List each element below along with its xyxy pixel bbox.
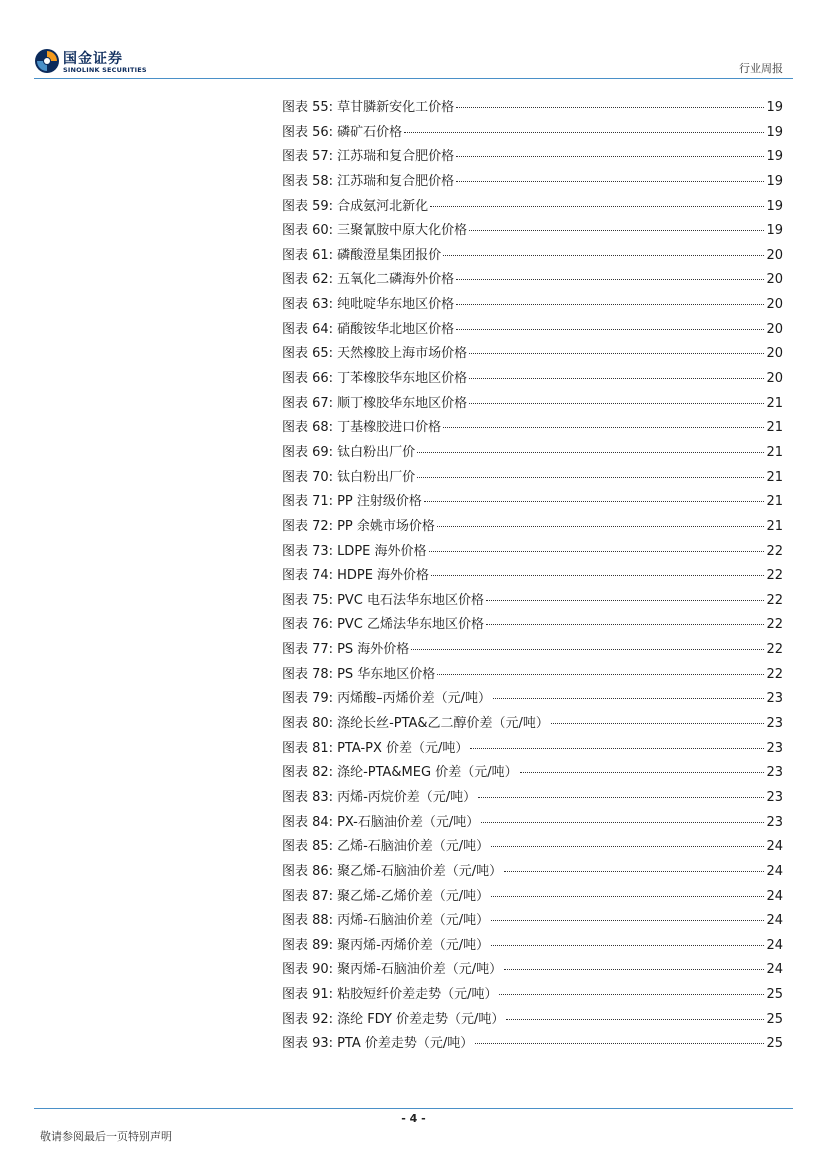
- toc-entry[interactable]: [282, 96, 783, 121]
- toc-entry[interactable]: [282, 244, 783, 269]
- toc-dot-leader: [469, 378, 764, 379]
- toc-entry-label: 图表 71:: [282, 494, 334, 510]
- toc-entry-page: 23: [766, 716, 783, 732]
- page-header: [0, 0, 827, 80]
- footer-divider: [34, 1108, 793, 1109]
- toc-entry[interactable]: [282, 663, 783, 688]
- toc-dot-leader: [456, 156, 764, 157]
- toc-entry[interactable]: [282, 909, 783, 934]
- toc-dot-leader: [411, 649, 764, 650]
- toc-entry-label: 图表 67:: [282, 395, 334, 411]
- toc-entry-title: 聚乙烯-乙烯价差（元/吨）: [337, 888, 490, 904]
- disclaimer-note: 敬请参阅最后一页特别声明: [40, 1130, 172, 1143]
- toc-entry-title: 顺丁橡胶华东地区价格: [337, 395, 468, 411]
- toc-entry-title: HDPE 海外价格: [337, 568, 430, 584]
- toc-entry-page: 19: [766, 223, 783, 239]
- company-logo: [34, 48, 152, 76]
- toc-entry-page: 24: [766, 913, 783, 929]
- toc-dot-leader: [520, 772, 765, 773]
- logo-chinese-name: 国金证券: [63, 51, 123, 67]
- toc-entry-title: PVC 电石法华东地区价格: [337, 592, 485, 608]
- toc-entry-page: 22: [766, 617, 783, 633]
- toc-entry-page: 20: [766, 371, 783, 387]
- toc-dot-leader: [404, 132, 764, 133]
- toc-dot-leader: [491, 896, 764, 897]
- toc-dot-leader: [431, 575, 764, 576]
- toc-entry-label: 图表 58:: [282, 173, 334, 189]
- logo-mark-icon: [34, 48, 60, 74]
- toc-dot-leader: [430, 206, 764, 207]
- header-divider: [34, 78, 793, 79]
- toc-entry[interactable]: [282, 564, 783, 589]
- toc-entry[interactable]: [282, 392, 783, 417]
- toc-entry-page: 20: [766, 297, 783, 313]
- toc-entry-label: 图表 63:: [282, 297, 334, 313]
- toc-entry-title: 丙烯酸–丙烯价差（元/吨）: [337, 691, 491, 707]
- toc-dot-leader: [443, 427, 764, 428]
- toc-entry-label: 图表 55:: [282, 100, 334, 115]
- toc-entry-label: 图表 61:: [282, 247, 334, 263]
- toc-dot-leader: [417, 477, 764, 478]
- toc-entry[interactable]: [282, 145, 783, 170]
- toc-entry-page: 22: [766, 568, 783, 584]
- toc-entry-title: 钛白粉出厂价: [337, 444, 416, 460]
- toc-entry[interactable]: [282, 318, 783, 343]
- toc-entry-page: 23: [766, 740, 783, 756]
- page-number: - 4 -: [401, 1112, 426, 1125]
- toc-entry-page: 24: [766, 962, 783, 978]
- toc-entry-page: 25: [766, 987, 783, 1003]
- toc-entry[interactable]: [282, 983, 783, 1008]
- figure-index-list: [282, 96, 783, 1057]
- toc-entry-title: 涤纶-PTA&MEG 价差（元/吨）: [337, 765, 518, 781]
- toc-entry-title: 江苏瑞和复合肥价格: [337, 149, 455, 165]
- toc-entry-title: PX-石脑油价差（元/吨）: [337, 814, 480, 830]
- toc-entry-page: 20: [766, 321, 783, 337]
- toc-entry[interactable]: [282, 737, 783, 762]
- toc-dot-leader: [456, 279, 764, 280]
- toc-entry-label: 图表 65:: [282, 346, 334, 362]
- toc-entry-title: 纯吡啶华东地区价格: [337, 297, 455, 313]
- toc-entry-title: PS 华东地区价格: [337, 666, 436, 682]
- toc-entry-title: PS 海外价格: [337, 642, 410, 658]
- toc-entry[interactable]: [282, 638, 783, 663]
- toc-entry-label: 图表 59:: [282, 198, 334, 214]
- toc-entry-label: 图表 60:: [282, 223, 334, 239]
- toc-dot-leader: [437, 526, 765, 527]
- toc-dot-leader: [469, 230, 764, 231]
- toc-entry-page: 22: [766, 592, 783, 608]
- toc-entry-label: 图表 93:: [282, 1036, 334, 1052]
- toc-entry-page: 21: [766, 420, 783, 436]
- toc-entry-title: 丁基橡胶进口价格: [337, 420, 442, 436]
- toc-entry-title: 合成氨河北新化: [337, 198, 429, 214]
- toc-entry[interactable]: [282, 712, 783, 737]
- toc-entry-page: 19: [766, 198, 783, 214]
- toc-dot-leader: [437, 674, 764, 675]
- toc-entry-page: 21: [766, 518, 783, 534]
- toc-entry-label: 图表 62:: [282, 272, 334, 288]
- toc-dot-leader: [470, 748, 764, 749]
- toc-entry-title: 草甘膦新安化工价格: [337, 100, 455, 115]
- toc-entry-label: 图表 91:: [282, 987, 334, 1003]
- toc-entry-label: 图表 87:: [282, 888, 334, 904]
- toc-entry[interactable]: [282, 934, 783, 959]
- toc-entry-title: 五氧化二磷海外价格: [337, 272, 455, 288]
- toc-dot-leader: [443, 255, 764, 256]
- toc-entry-page: 24: [766, 937, 783, 953]
- toc-entry-title: PP 余姚市场价格: [337, 518, 435, 534]
- toc-dot-leader: [481, 822, 764, 823]
- toc-entry-page: 22: [766, 666, 783, 682]
- toc-entry-page: 20: [766, 247, 783, 263]
- toc-entry-title: 涤纶 FDY 价差走势（元/吨）: [337, 1011, 505, 1027]
- toc-entry-label: 图表 88:: [282, 913, 334, 929]
- toc-entry-page: 20: [766, 346, 783, 362]
- toc-entry-title: 三聚氰胺中原大化价格: [337, 223, 468, 239]
- toc-entry-page: 19: [766, 124, 783, 140]
- toc-entry[interactable]: [282, 761, 783, 786]
- toc-entry-page: 22: [766, 543, 783, 559]
- toc-entry-label: 图表 74:: [282, 568, 334, 584]
- toc-entry[interactable]: [282, 860, 783, 885]
- toc-entry-page: 24: [766, 863, 783, 879]
- toc-dot-leader: [456, 181, 764, 182]
- toc-dot-leader: [469, 353, 764, 354]
- toc-entry-page: 22: [766, 642, 783, 658]
- toc-entry[interactable]: [282, 811, 783, 836]
- toc-entry-page: 23: [766, 765, 783, 781]
- toc-entry[interactable]: [282, 466, 783, 491]
- toc-entry-label: 图表 85:: [282, 839, 334, 855]
- toc-dot-leader: [456, 304, 764, 305]
- toc-entry-page: 23: [766, 814, 783, 830]
- toc-dot-leader: [551, 723, 765, 724]
- toc-entry-label: 图表 78:: [282, 666, 334, 682]
- toc-entry-page: 19: [766, 173, 783, 189]
- toc-entry-label: 图表 57:: [282, 149, 334, 165]
- toc-entry-title: 乙烯-石脑油价差（元/吨）: [337, 839, 490, 855]
- toc-dot-leader: [417, 452, 764, 453]
- toc-entry-title: 聚丙烯-石脑油价差（元/吨）: [337, 962, 503, 978]
- toc-dot-leader: [424, 501, 765, 502]
- toc-entry-label: 图表 76:: [282, 617, 334, 633]
- toc-entry-title: 丙烯-丙烷价差（元/吨）: [337, 789, 477, 805]
- toc-entry[interactable]: [282, 367, 783, 392]
- toc-entry-label: 图表 90:: [282, 962, 334, 978]
- toc-entry-label: 图表 92:: [282, 1011, 334, 1027]
- toc-entry[interactable]: [282, 170, 783, 195]
- toc-entry[interactable]: [282, 835, 783, 860]
- toc-entry-title: PP 注射级价格: [337, 494, 422, 510]
- toc-dot-leader: [478, 797, 764, 798]
- toc-entry-page: 21: [766, 395, 783, 411]
- toc-entry-label: 图表 66:: [282, 371, 334, 387]
- toc-entry-page: 21: [766, 494, 783, 510]
- toc-dot-leader: [486, 600, 764, 601]
- toc-dot-leader: [475, 1043, 764, 1044]
- toc-entry-title: 聚乙烯-石脑油价差（元/吨）: [337, 863, 503, 879]
- toc-entry-page: 21: [766, 469, 783, 485]
- toc-entry-title: 硝酸铵华北地区价格: [337, 321, 455, 337]
- toc-entry-page: 19: [766, 149, 783, 165]
- toc-dot-leader: [469, 403, 764, 404]
- toc-entry-label: 图表 56:: [282, 124, 334, 140]
- toc-entry-title: 磷酸澄星集团报价: [337, 247, 442, 263]
- toc-entry-title: 聚丙烯-丙烯价差（元/吨）: [337, 937, 490, 953]
- toc-entry-label: 图表 70:: [282, 469, 334, 485]
- toc-entry-title: PTA 价差走势（元/吨）: [337, 1036, 474, 1052]
- toc-entry-label: 图表 75:: [282, 592, 334, 608]
- toc-entry-title: PTA-PX 价差（元/吨）: [337, 740, 469, 756]
- toc-entry-title: 钛白粉出厂价: [337, 469, 416, 485]
- toc-entry-label: 图表 82:: [282, 765, 334, 781]
- toc-entry[interactable]: [282, 293, 783, 318]
- toc-entry[interactable]: [282, 589, 783, 614]
- toc-entry-title: 丙烯-石脑油价差（元/吨）: [337, 913, 490, 929]
- toc-entry[interactable]: [282, 195, 783, 220]
- toc-entry-title: 粘胶短纤价差走势（元/吨）: [337, 987, 498, 1003]
- toc-entry-page: 23: [766, 691, 783, 707]
- toc-dot-leader: [491, 945, 764, 946]
- toc-dot-leader: [429, 551, 765, 552]
- toc-entry-page: 23: [766, 789, 783, 805]
- toc-entry[interactable]: [282, 786, 783, 811]
- toc-entry-label: 图表 68:: [282, 420, 334, 436]
- toc-dot-leader: [504, 969, 764, 970]
- toc-entry-label: 图表 84:: [282, 814, 334, 830]
- toc-dot-leader: [499, 994, 764, 995]
- toc-entry[interactable]: [282, 121, 783, 146]
- toc-entry-label: 图表 73:: [282, 543, 334, 559]
- toc-entry-label: 图表 64:: [282, 321, 334, 337]
- toc-dot-leader: [493, 698, 765, 699]
- toc-entry-label: 图表 69:: [282, 444, 334, 460]
- toc-entry-title: LDPE 海外价格: [337, 543, 427, 559]
- toc-entry-page: 24: [766, 839, 783, 855]
- toc-entry[interactable]: [282, 613, 783, 638]
- toc-dot-leader: [486, 624, 764, 625]
- toc-dot-leader: [504, 871, 764, 872]
- toc-dot-leader: [456, 329, 764, 330]
- toc-entry[interactable]: [282, 441, 783, 466]
- toc-entry[interactable]: [282, 687, 783, 712]
- toc-entry-title: 丁苯橡胶华东地区价格: [337, 371, 468, 387]
- report-type: 行业周报: [739, 62, 783, 75]
- toc-entry-label: 图表 83:: [282, 789, 334, 805]
- toc-entry[interactable]: [282, 268, 783, 293]
- toc-entry-label: 图表 81:: [282, 740, 334, 756]
- toc-entry[interactable]: [282, 1032, 783, 1057]
- toc-entry-label: 图表 89:: [282, 937, 334, 953]
- toc-entry-label: 图表 77:: [282, 642, 334, 658]
- toc-dot-leader: [491, 920, 764, 921]
- toc-entry-page: 20: [766, 272, 783, 288]
- toc-entry-page: 19: [766, 100, 783, 115]
- toc-entry-label: 图表 80:: [282, 716, 334, 732]
- toc-entry-title: 江苏瑞和复合肥价格: [337, 173, 455, 189]
- toc-entry-title: 涤纶长丝-PTA&乙二醇价差（元/吨）: [337, 716, 549, 732]
- toc-entry-title: 磷矿石价格: [337, 124, 403, 140]
- toc-entry-page: 24: [766, 888, 783, 904]
- logo-english-name: SINOLINK SECURITIES: [63, 66, 147, 74]
- toc-entry[interactable]: [282, 540, 783, 565]
- toc-entry[interactable]: [282, 416, 783, 441]
- toc-entry-page: 21: [766, 444, 783, 460]
- toc-entry[interactable]: [282, 958, 783, 983]
- toc-entry[interactable]: [282, 885, 783, 910]
- toc-entry[interactable]: [282, 1008, 783, 1033]
- toc-entry-label: 图表 72:: [282, 518, 334, 534]
- toc-dot-leader: [506, 1019, 764, 1020]
- toc-entry-title: 天然橡胶上海市场价格: [337, 346, 468, 362]
- toc-entry[interactable]: [282, 490, 783, 515]
- toc-entry-label: 图表 79:: [282, 691, 334, 707]
- toc-entry-page: 25: [766, 1036, 783, 1052]
- toc-entry-page: 25: [766, 1011, 783, 1027]
- toc-dot-leader: [456, 107, 764, 108]
- toc-entry-title: PVC 乙烯法华东地区价格: [337, 617, 485, 633]
- toc-entry[interactable]: [282, 342, 783, 367]
- toc-dot-leader: [491, 846, 764, 847]
- toc-entry[interactable]: [282, 515, 783, 540]
- toc-entry-label: 图表 86:: [282, 863, 334, 879]
- toc-entry[interactable]: [282, 219, 783, 244]
